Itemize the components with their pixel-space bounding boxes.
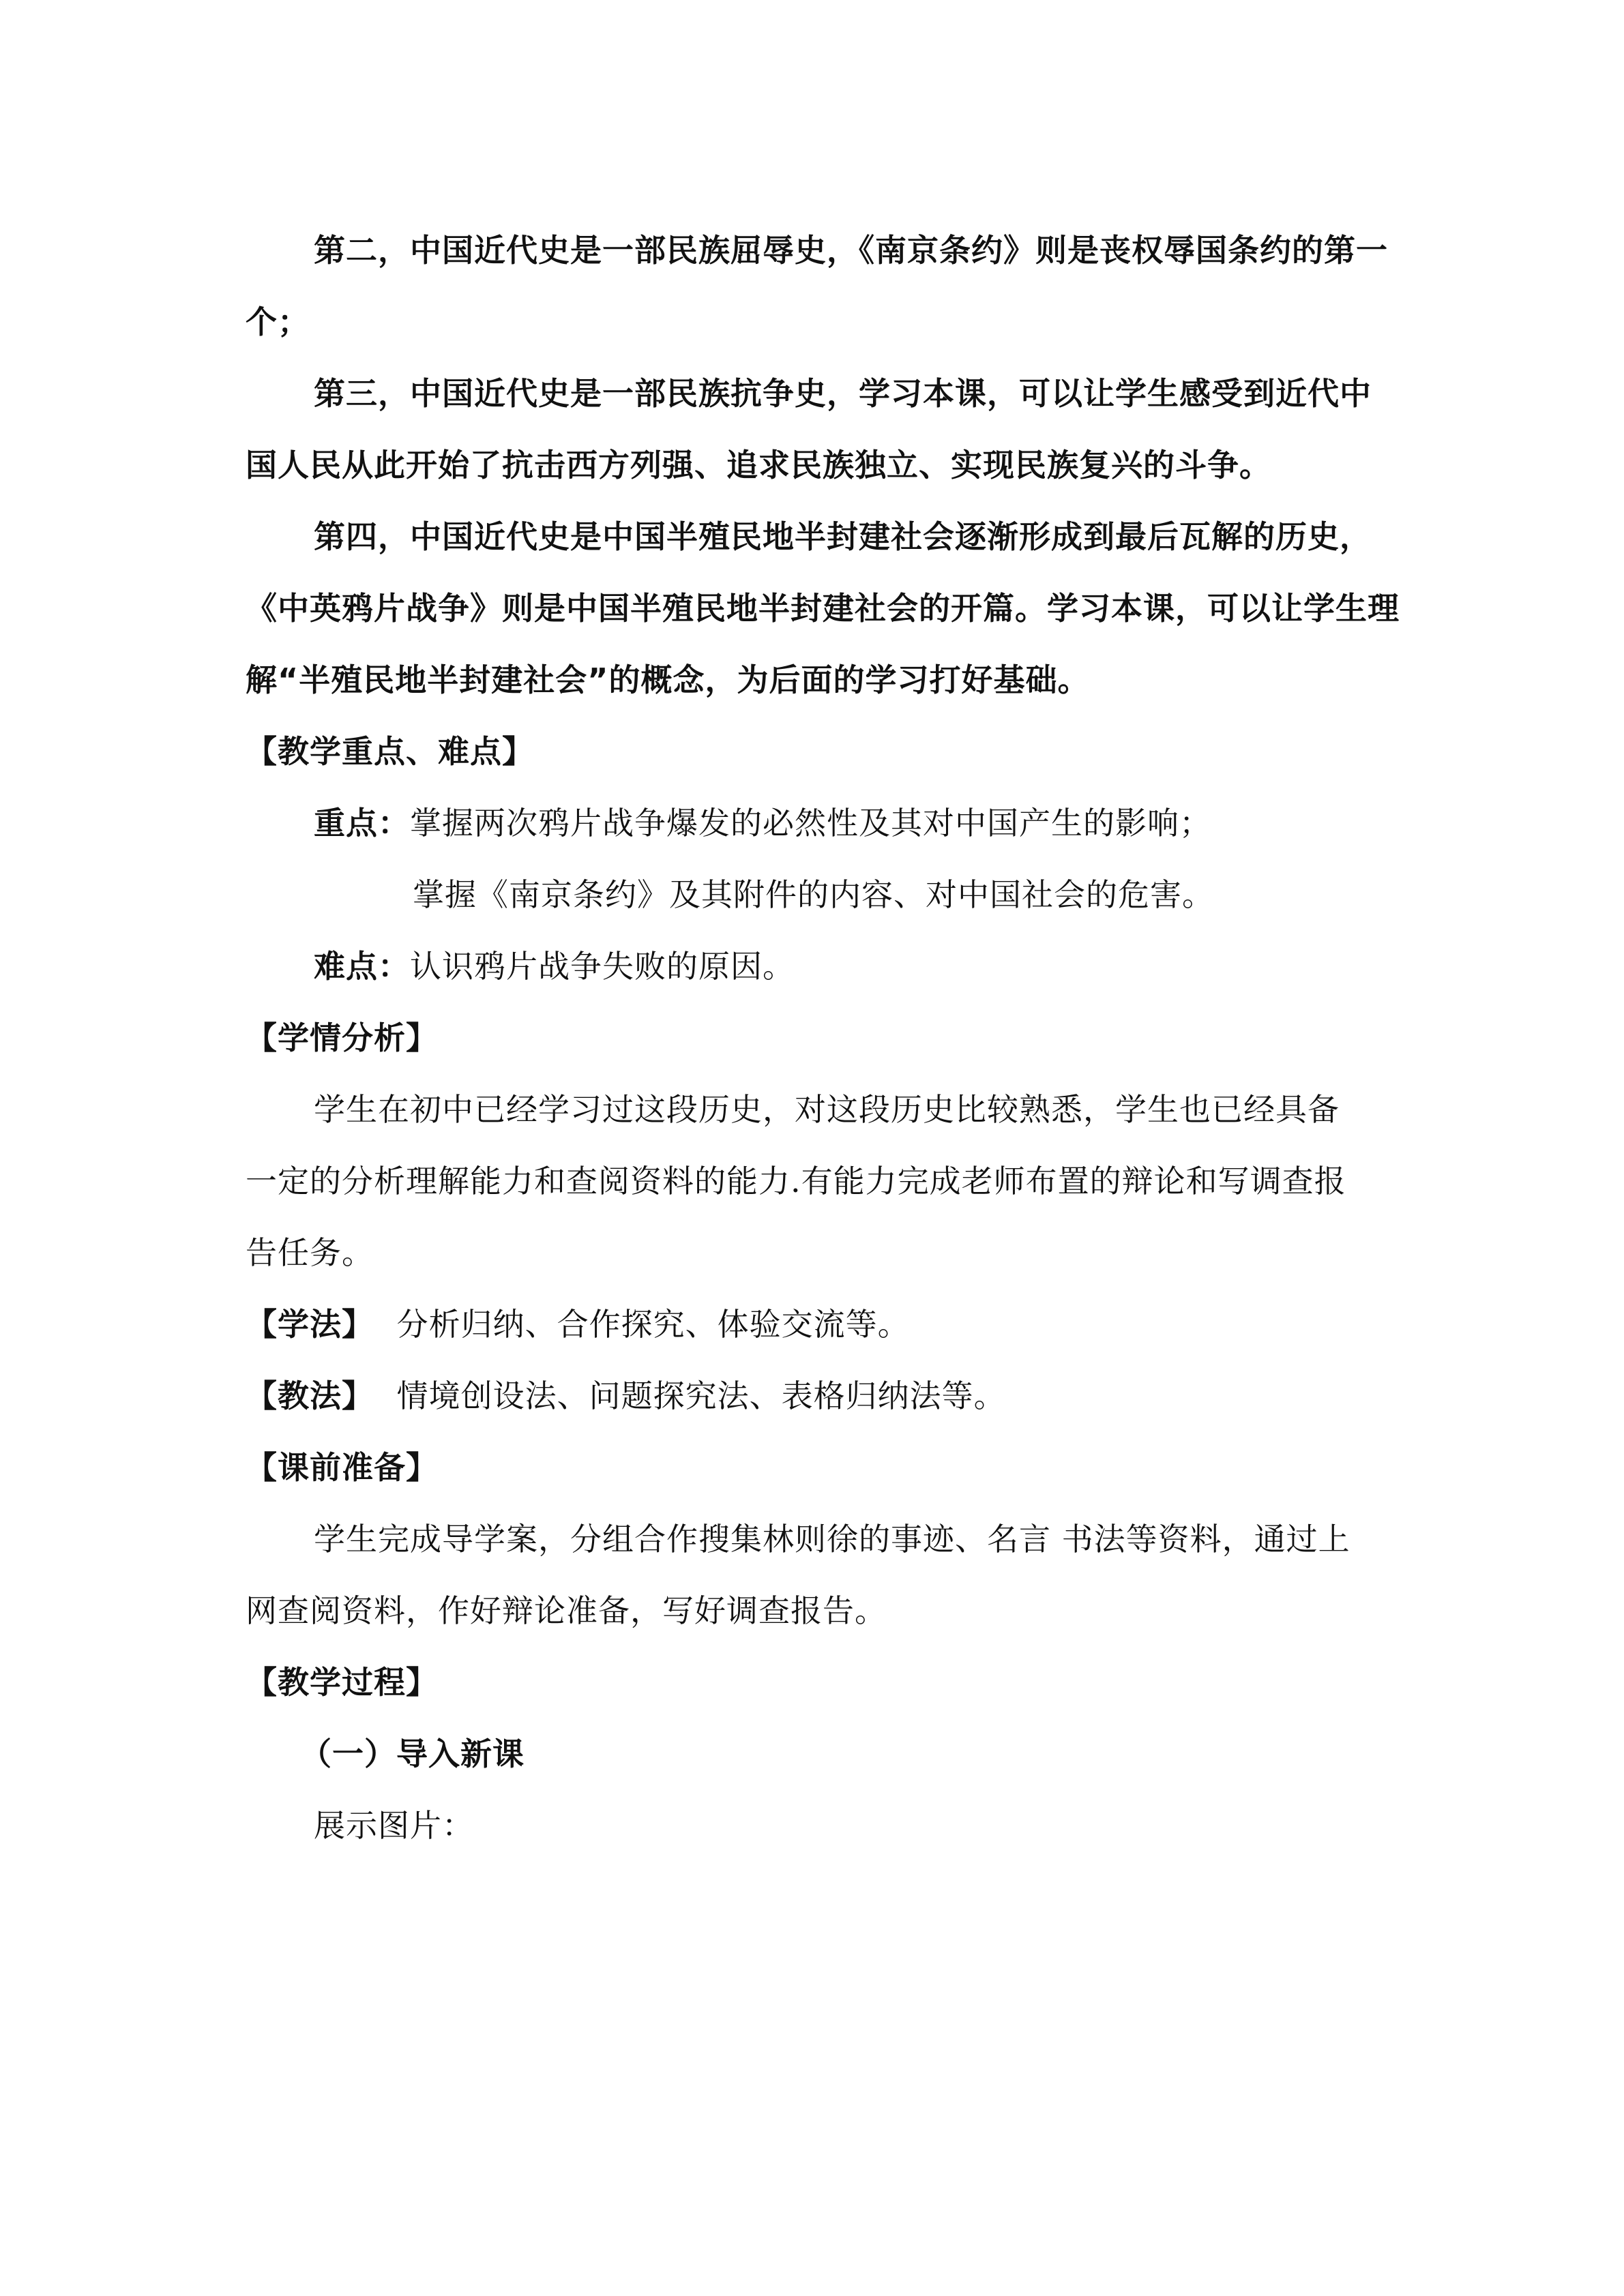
preparation-line-1: 学生完成导学案，分组合作搜集林则徐的事迹、名言 书法等资料，通过上 — [314, 1521, 1350, 1557]
preparation-line-2: 网查阅资料，作好辩论准备，写好调查报告。 — [246, 1592, 887, 1629]
document-body — [246, 215, 1400, 1862]
difficulty-row — [246, 931, 1391, 1002]
student-analysis-line-1: 学生在初中已经学习过这段历史，对这段历史比较熟悉，学生也已经具备 — [314, 1091, 1340, 1128]
difficulty-text: 认识鸦片战争失败的原因。 — [410, 948, 795, 985]
focus-text-1: 掌握两次鸦片战争爆发的必然性及其对中国产生的影响； — [410, 805, 1211, 841]
teaching-method-text: 情境创设法、问题探究法、表格归纳法等。 — [396, 1377, 1006, 1414]
focus-row-2: 掌握《南京条约》及其附件的内容、对中国社会的危害。 — [413, 876, 1214, 913]
section-heading-preparation: 【课前准备】 — [246, 1449, 438, 1486]
teaching-method-row — [246, 1360, 1391, 1432]
section-heading-key-points: 【教学重点、难点】 — [246, 733, 534, 770]
student-analysis-line-2: 一定的分析理解能力和查阅资料的能力.有能力完成老师布置的辩论和写调查报 — [246, 1163, 1346, 1199]
section-heading-learning-method: 【学法】 — [246, 1306, 374, 1343]
student-analysis-line-3: 告任务。 — [246, 1234, 374, 1271]
learning-method-text: 分析归纳、合作探究、体验交流等。 — [396, 1306, 910, 1343]
difficulty-label: 难点： — [314, 948, 410, 985]
section-heading-student-analysis: 【学情分析】 — [246, 1019, 438, 1056]
process-step-1: （一）导入新课 — [300, 1735, 525, 1772]
paragraph-fourth-line-2: 《中英鸦片战争》则是中国半殖民地半封建社会的开篇。学习本课，可以让学生理 — [246, 590, 1400, 627]
paragraph-second-line-2: 个； — [246, 303, 310, 340]
focus-row-1 — [246, 788, 1391, 859]
paragraph-third-line-2: 国人民从此开始了抗击西方列强、追求民族独立、实现民族复兴的斗争。 — [246, 447, 1271, 483]
section-heading-teaching-method: 【教法】 — [246, 1377, 374, 1414]
learning-method-row — [246, 1289, 1391, 1360]
paragraph-fourth-line-3: 解“半殖民地半封建社会”的概念，为后面的学习打好基础。 — [246, 661, 1090, 698]
paragraph-third-line-1: 第三，中国近代史是一部民族抗争史，学习本课，可以让学生感受到近代中 — [314, 375, 1372, 412]
focus-label: 重点： — [314, 805, 410, 841]
process-step-1-text: 展示图片： — [314, 1807, 474, 1844]
paragraph-fourth-line-1: 第四，中国近代史是中国半殖民地半封建社会逐渐形成到最后瓦解的历史， — [314, 518, 1372, 555]
paragraph-second-line-1: 第二，中国近代史是一部民族屈辱史，《南京条约》则是丧权辱国条约的第一 — [314, 232, 1388, 269]
section-heading-process: 【教学过程】 — [246, 1664, 438, 1701]
